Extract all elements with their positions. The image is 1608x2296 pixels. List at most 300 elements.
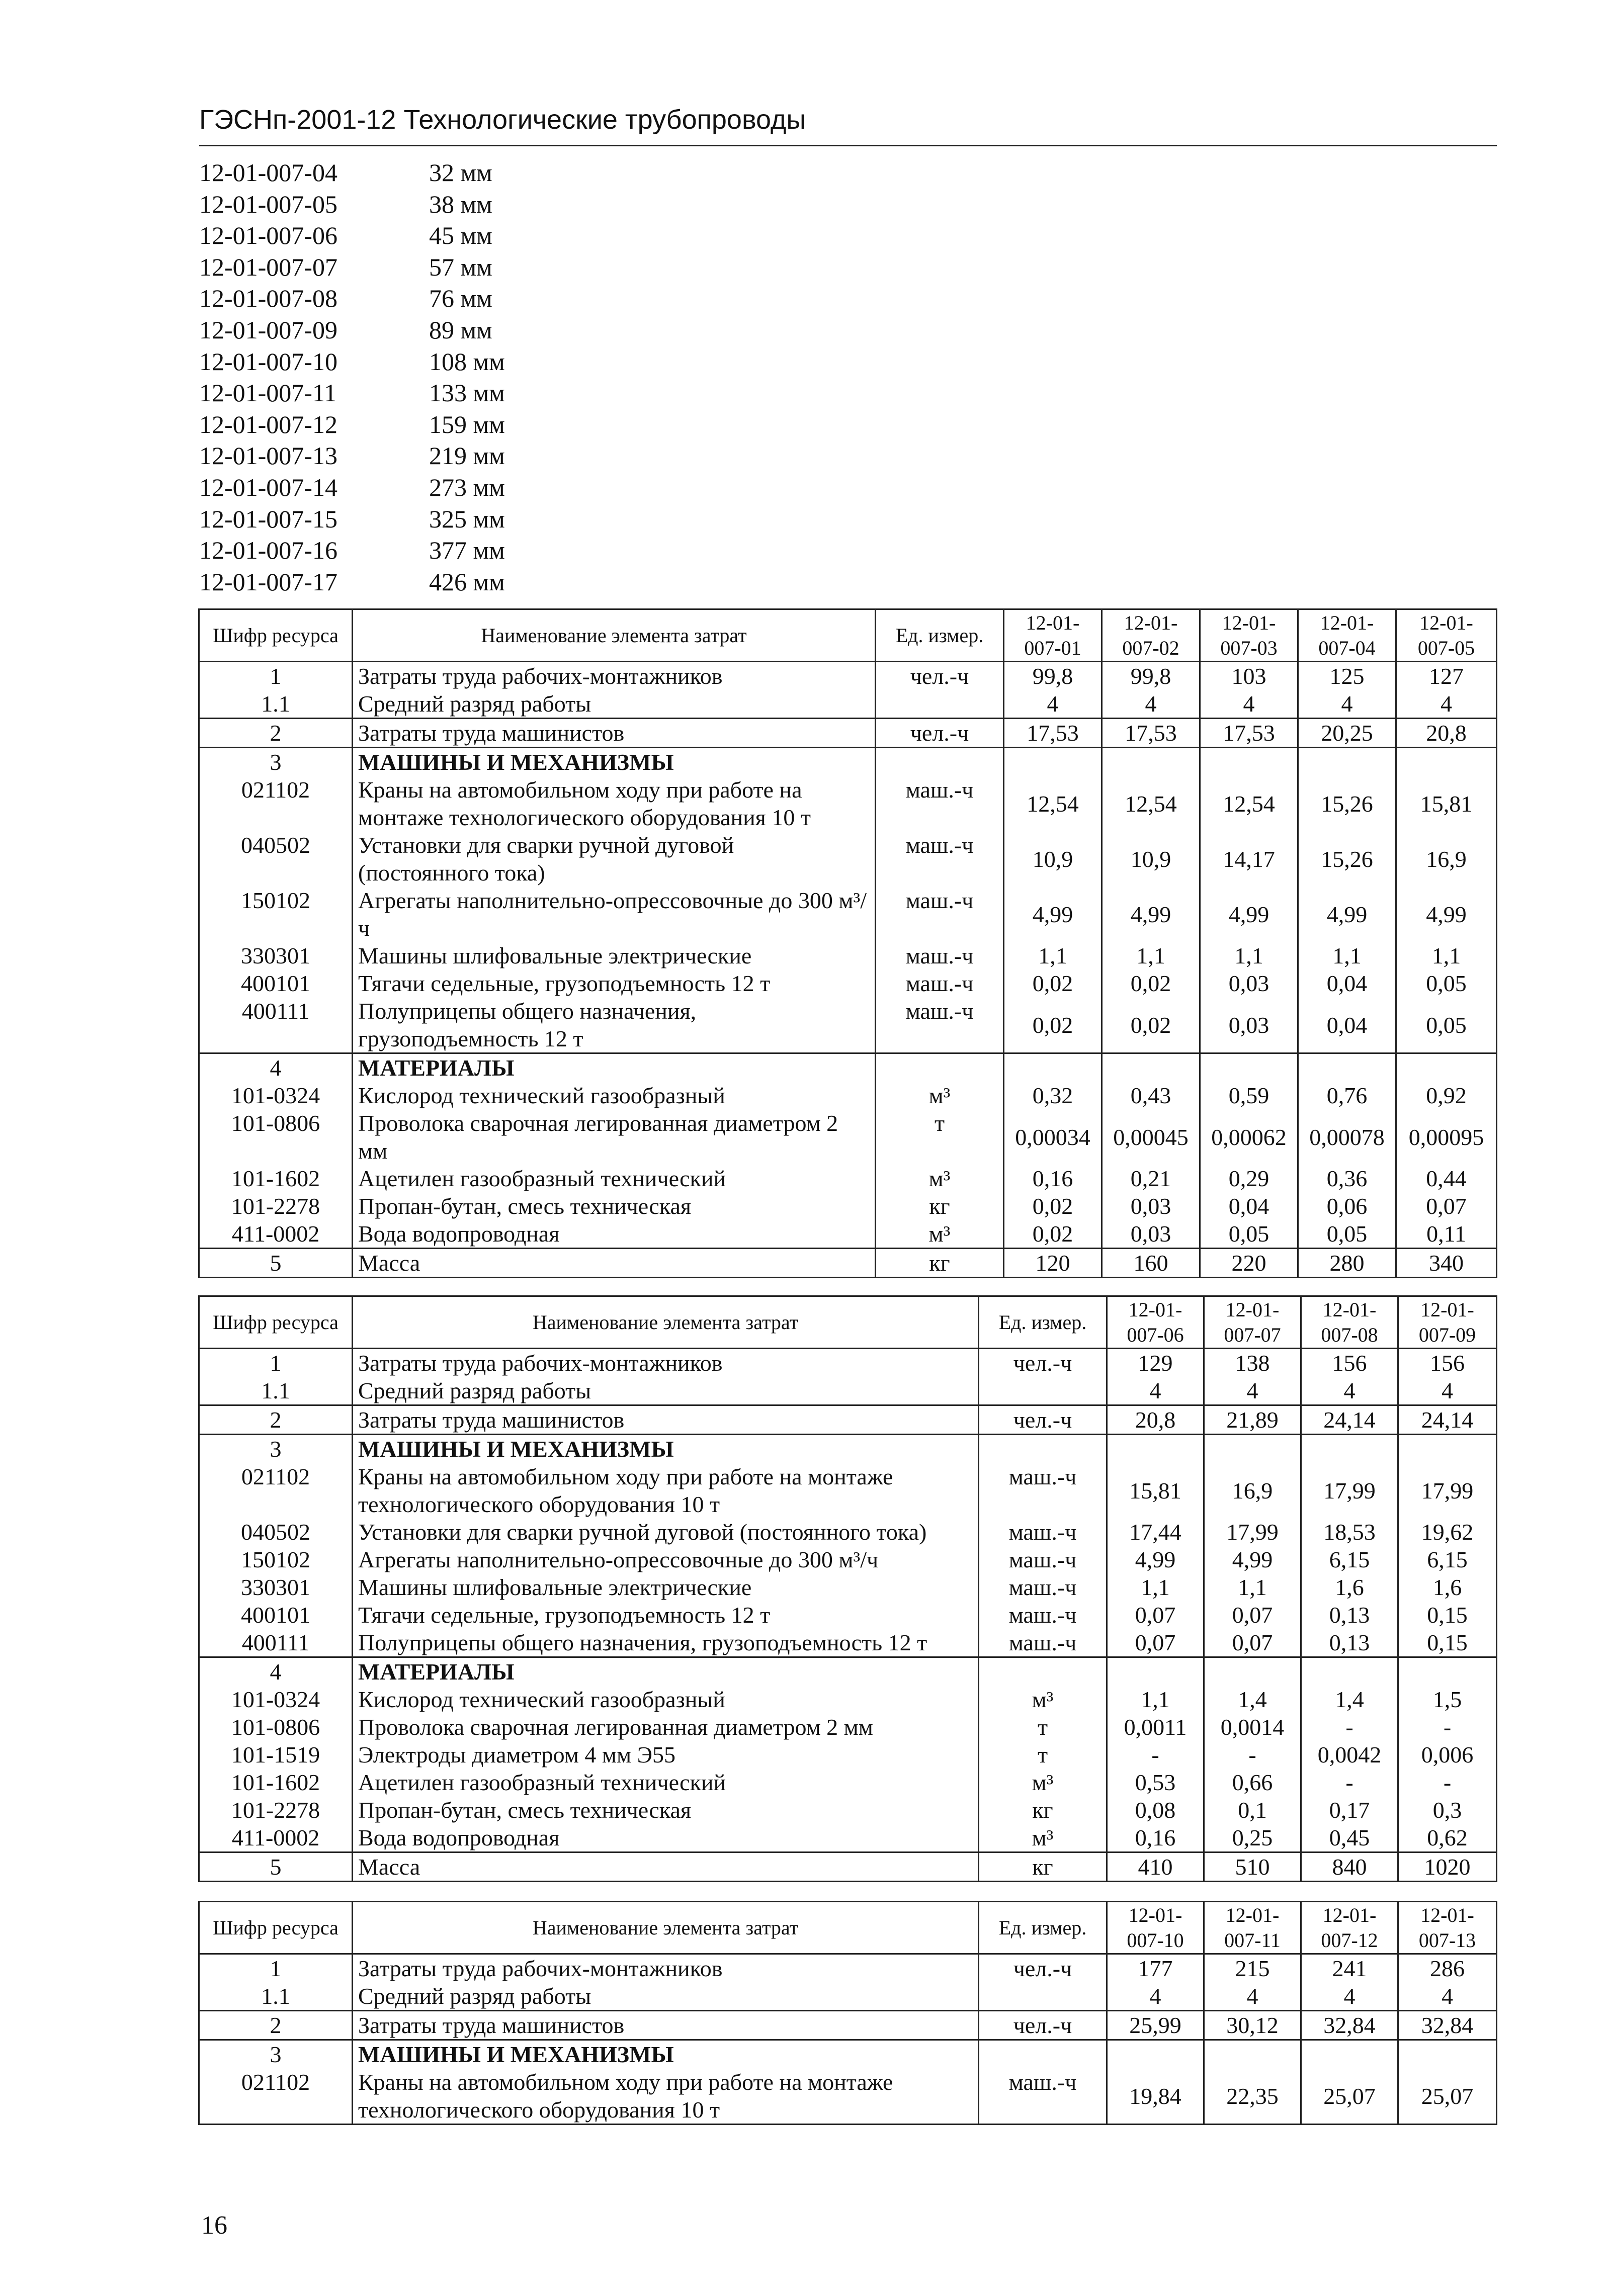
value-cell: 0,04 xyxy=(1298,997,1396,1053)
element-name: Агрегаты наполнительно-опрессовочные до 300 м³/ч xyxy=(353,1546,979,1573)
element-name: Затраты труда машинистов xyxy=(353,719,876,748)
element-name: Средний разряд работы xyxy=(353,690,876,719)
value-cell: 220 xyxy=(1200,1249,1298,1278)
running-header xyxy=(199,104,1497,146)
unit-cell: м³ xyxy=(876,1082,1004,1109)
element-name: Средний разряд работы xyxy=(353,1377,979,1405)
table-row xyxy=(199,1220,1497,1249)
value-cell xyxy=(1102,748,1200,776)
value-cell: 241 xyxy=(1301,1954,1398,1983)
value-cell: 0,00078 xyxy=(1298,1109,1396,1165)
value-cell: 120 xyxy=(1004,1249,1102,1278)
code-list-code: 12-01-007-04 xyxy=(199,158,337,187)
unit-cell: маш.-ч xyxy=(876,887,1004,942)
value-cell: 0,0042 xyxy=(1301,1741,1398,1769)
value-cell: 4 xyxy=(1298,690,1396,719)
header-norm-code: 12-01- 007-09 xyxy=(1398,1296,1497,1349)
value-cell: 4 xyxy=(1398,1982,1497,2011)
value-cell: 30,12 xyxy=(1204,2011,1301,2040)
value-cell xyxy=(1398,2040,1497,2069)
header-norm-code: 12-01- 007-02 xyxy=(1102,609,1200,662)
header-element-name: Наименование элемента затрат xyxy=(353,609,876,662)
table-row xyxy=(199,1405,1497,1435)
value-cell: 0,02 xyxy=(1102,969,1200,997)
table-row xyxy=(199,969,1497,997)
unit-cell: м³ xyxy=(979,1824,1107,1852)
header-norm-code: 12-01- 007-07 xyxy=(1204,1296,1301,1349)
header-norm-code: 12-01- 007-13 xyxy=(1398,1902,1497,1954)
unit-cell: кг xyxy=(876,1249,1004,1278)
element-name: Полуприцепы общего назначения, грузоподъемность 12 т xyxy=(353,997,876,1053)
value-cell: 0,32 xyxy=(1004,1082,1102,1109)
value-cell: 17,99 xyxy=(1398,1463,1497,1518)
value-cell: 0,36 xyxy=(1298,1165,1396,1192)
value-cell: 0,17 xyxy=(1301,1796,1398,1824)
value-cell: 156 xyxy=(1301,1349,1398,1377)
value-cell: 25,07 xyxy=(1301,2068,1398,2125)
unit-cell: маш.-ч xyxy=(876,942,1004,969)
element-name: МАШИНЫ И МЕХАНИЗМЫ xyxy=(353,1435,979,1463)
running-header-title: ГЭСНп-2001-12 Технологические трубопроводы xyxy=(199,105,806,135)
unit-cell xyxy=(979,2040,1107,2069)
value-cell xyxy=(1107,1435,1204,1463)
code-list-size: 426 мм xyxy=(429,567,505,596)
header-norm-code: 12-01- 007-06 xyxy=(1107,1296,1204,1349)
value-cell: 0,00095 xyxy=(1396,1109,1497,1165)
table-row xyxy=(199,1463,1497,1518)
table-row xyxy=(199,690,1497,719)
resource-table-2 xyxy=(198,1295,1497,1882)
value-cell: 0,13 xyxy=(1301,1629,1398,1657)
value-cell: 14,17 xyxy=(1200,831,1298,887)
resource-code: 330301 xyxy=(199,942,353,969)
unit-cell xyxy=(876,690,1004,719)
table-row xyxy=(199,2040,1497,2069)
unit-cell xyxy=(979,1435,1107,1463)
value-cell: 840 xyxy=(1301,1852,1398,1882)
value-cell xyxy=(1396,1053,1497,1082)
value-cell: 215 xyxy=(1204,1954,1301,1983)
value-cell: 129 xyxy=(1107,1349,1204,1377)
code-list-code: 12-01-007-16 xyxy=(199,536,337,565)
value-cell: 18,53 xyxy=(1301,1518,1398,1546)
value-cell: 0,15 xyxy=(1398,1629,1497,1657)
value-cell: 0,02 xyxy=(1004,969,1102,997)
element-name: МАШИНЫ И МЕХАНИЗМЫ xyxy=(353,2040,979,2069)
resource-code: 2 xyxy=(199,719,353,748)
code-list-code: 12-01-007-05 xyxy=(199,190,337,218)
code-list-size: 76 мм xyxy=(429,284,492,313)
value-cell: 1,6 xyxy=(1398,1573,1497,1601)
element-name: Вода водопроводная xyxy=(353,1220,876,1249)
value-cell: 22,35 xyxy=(1204,2068,1301,2125)
resource-code: 2 xyxy=(199,1405,353,1435)
resource-code: 1.1 xyxy=(199,690,353,719)
header-norm-code: 12-01- 007-01 xyxy=(1004,609,1102,662)
resource-code: 3 xyxy=(199,748,353,776)
value-cell: 1,1 xyxy=(1004,942,1102,969)
unit-cell: м³ xyxy=(876,1165,1004,1192)
value-cell: 0,05 xyxy=(1396,997,1497,1053)
value-cell: 4 xyxy=(1004,690,1102,719)
value-cell: 4 xyxy=(1107,1377,1204,1405)
resource-code: 101-1602 xyxy=(199,1165,353,1192)
code-list-size: 159 мм xyxy=(429,410,505,438)
value-cell: 0,44 xyxy=(1396,1165,1497,1192)
value-cell: 0,07 xyxy=(1204,1601,1301,1629)
resource-code: 4 xyxy=(199,1657,353,1686)
unit-cell: чел.-ч xyxy=(876,719,1004,748)
resource-code: 1 xyxy=(199,662,353,690)
resource-code: 411-0002 xyxy=(199,1220,353,1249)
value-cell: 21,89 xyxy=(1204,1405,1301,1435)
element-name: Электроды диаметром 4 мм Э55 xyxy=(353,1741,979,1769)
value-cell: 0,02 xyxy=(1004,1192,1102,1220)
code-list-code: 12-01-007-06 xyxy=(199,221,337,250)
value-cell: 0,00045 xyxy=(1102,1109,1200,1165)
value-cell: 0,62 xyxy=(1398,1824,1497,1852)
value-cell: 4 xyxy=(1301,1982,1398,2011)
value-cell: 0,006 xyxy=(1398,1741,1497,1769)
value-cell: 0,07 xyxy=(1396,1192,1497,1220)
value-cell: 156 xyxy=(1398,1349,1497,1377)
value-cell: - xyxy=(1107,1741,1204,1769)
element-name: МАШИНЫ И МЕХАНИЗМЫ xyxy=(353,748,876,776)
value-cell xyxy=(1204,2040,1301,2069)
value-cell: 1,1 xyxy=(1396,942,1497,969)
table-row xyxy=(199,1082,1497,1109)
unit-cell: маш.-ч xyxy=(979,1573,1107,1601)
value-cell: - xyxy=(1204,1741,1301,1769)
resource-code: 101-2278 xyxy=(199,1796,353,1824)
value-cell: 0,13 xyxy=(1301,1601,1398,1629)
unit-cell: т xyxy=(979,1713,1107,1741)
element-name: МАТЕРИАЛЫ xyxy=(353,1657,979,1686)
header-norm-code: 12-01- 007-03 xyxy=(1200,609,1298,662)
value-cell: 32,84 xyxy=(1301,2011,1398,2040)
header-resource-code: Шифр ресурса xyxy=(199,1902,353,1954)
value-cell: 0,07 xyxy=(1107,1601,1204,1629)
value-cell: 0,05 xyxy=(1298,1220,1396,1249)
value-cell: 15,81 xyxy=(1396,776,1497,831)
unit-cell: т xyxy=(979,1741,1107,1769)
value-cell xyxy=(1398,1435,1497,1463)
resource-code: 330301 xyxy=(199,1573,353,1601)
value-cell xyxy=(1298,1053,1396,1082)
code-list-code: 12-01-007-09 xyxy=(199,315,337,344)
value-cell: 17,44 xyxy=(1107,1518,1204,1546)
unit-cell xyxy=(876,1053,1004,1082)
unit-cell: кг xyxy=(979,1852,1107,1882)
value-cell: 0,15 xyxy=(1398,1601,1497,1629)
table-row xyxy=(199,1629,1497,1657)
value-cell: 1,1 xyxy=(1298,942,1396,969)
value-cell: 4,99 xyxy=(1004,887,1102,942)
header-unit: Ед. измер. xyxy=(876,609,1004,662)
value-cell xyxy=(1301,2040,1398,2069)
value-cell: 17,53 xyxy=(1004,719,1102,748)
value-cell: 4 xyxy=(1102,690,1200,719)
element-name: Кислород технический газообразный xyxy=(353,1082,876,1109)
table-row xyxy=(199,1954,1497,1983)
value-cell: 32,84 xyxy=(1398,2011,1497,2040)
resource-code: 040502 xyxy=(199,1518,353,1546)
element-name: Тягачи седельные, грузоподъемность 12 т xyxy=(353,1601,979,1629)
value-cell xyxy=(1298,748,1396,776)
element-name: Проволока сварочная легированная диаметром 2 мм xyxy=(353,1109,876,1165)
value-cell xyxy=(1200,1053,1298,1082)
value-cell xyxy=(1004,748,1102,776)
table-row xyxy=(199,1982,1497,2011)
code-list-size: 32 мм xyxy=(429,158,492,187)
table-row xyxy=(199,887,1497,942)
value-cell: 24,14 xyxy=(1398,1405,1497,1435)
header-resource-code: Шифр ресурса xyxy=(199,1296,353,1349)
value-cell: 0,04 xyxy=(1298,969,1396,997)
value-cell: 0,16 xyxy=(1107,1824,1204,1852)
table-row xyxy=(199,1657,1497,1686)
value-cell: 0,1 xyxy=(1204,1796,1301,1824)
value-cell: 0,06 xyxy=(1298,1192,1396,1220)
value-cell: 0,53 xyxy=(1107,1769,1204,1796)
element-name: Пропан-бутан, смесь техническая xyxy=(353,1796,979,1824)
resource-code: 400101 xyxy=(199,969,353,997)
value-cell xyxy=(1204,1435,1301,1463)
element-name: Машины шлифовальные электрические xyxy=(353,942,876,969)
table-row xyxy=(199,1192,1497,1220)
table-row xyxy=(199,719,1497,748)
value-cell: 0,11 xyxy=(1396,1220,1497,1249)
value-cell: 0,00034 xyxy=(1004,1109,1102,1165)
unit-cell xyxy=(979,1657,1107,1686)
element-name: Полуприцепы общего назначения, грузоподъемность 12 т xyxy=(353,1629,979,1657)
element-name: Краны на автомобильном ходу при работе на монтаже технологического оборудования 10 т xyxy=(353,2068,979,2125)
unit-cell: м³ xyxy=(979,1686,1107,1713)
unit-cell: маш.-ч xyxy=(979,1518,1107,1546)
resource-code: 1 xyxy=(199,1349,353,1377)
value-cell xyxy=(1107,1657,1204,1686)
value-cell xyxy=(1396,748,1497,776)
header-norm-code: 12-01- 007-11 xyxy=(1204,1902,1301,1954)
table-row xyxy=(199,2011,1497,2040)
resource-code: 101-2278 xyxy=(199,1192,353,1220)
table-header-row xyxy=(199,1296,1497,1349)
unit-cell: чел.-ч xyxy=(979,1349,1107,1377)
code-list-code: 12-01-007-14 xyxy=(199,473,337,501)
value-cell: 99,8 xyxy=(1102,662,1200,690)
element-name: Затраты труда машинистов xyxy=(353,1405,979,1435)
header-element-name: Наименование элемента затрат xyxy=(353,1296,979,1349)
value-cell: 125 xyxy=(1298,662,1396,690)
unit-cell: т xyxy=(876,1109,1004,1165)
value-cell: 0,07 xyxy=(1107,1629,1204,1657)
value-cell: 160 xyxy=(1102,1249,1200,1278)
unit-cell: маш.-ч xyxy=(876,776,1004,831)
resource-code: 101-0324 xyxy=(199,1686,353,1713)
unit-cell: м³ xyxy=(979,1769,1107,1796)
header-resource-code: Шифр ресурса xyxy=(199,609,353,662)
value-cell: 17,53 xyxy=(1200,719,1298,748)
value-cell: 4,99 xyxy=(1102,887,1200,942)
table-row xyxy=(199,1109,1497,1165)
table-row xyxy=(199,1686,1497,1713)
resource-code: 400111 xyxy=(199,1629,353,1657)
value-cell: 12,54 xyxy=(1102,776,1200,831)
unit-cell: маш.-ч xyxy=(876,969,1004,997)
code-list-code: 12-01-007-13 xyxy=(199,441,337,470)
value-cell: 20,25 xyxy=(1298,719,1396,748)
value-cell: 0,25 xyxy=(1204,1824,1301,1852)
unit-cell: чел.-ч xyxy=(979,1954,1107,1983)
value-cell: 1,4 xyxy=(1301,1686,1398,1713)
element-name: Тягачи седельные, грузоподъемность 12 т xyxy=(353,969,876,997)
value-cell xyxy=(1301,1657,1398,1686)
unit-cell: кг xyxy=(876,1192,1004,1220)
resource-code: 150102 xyxy=(199,887,353,942)
resource-code: 021102 xyxy=(199,2068,353,2125)
element-name: Средний разряд работы xyxy=(353,1982,979,2011)
element-name: Агрегаты наполнительно-опрессовочные до 300 м³/ч xyxy=(353,887,876,942)
value-cell: 0,16 xyxy=(1004,1165,1102,1192)
code-list-code: 12-01-007-12 xyxy=(199,410,337,438)
unit-cell: маш.-ч xyxy=(979,1463,1107,1518)
element-name: Установки для сварки ручной дуговой (постоянного тока) xyxy=(353,831,876,887)
element-name: Ацетилен газообразный технический xyxy=(353,1165,876,1192)
unit-cell xyxy=(979,1377,1107,1405)
code-list-size: 108 мм xyxy=(429,347,505,376)
table-row xyxy=(199,662,1497,690)
unit-cell: маш.-ч xyxy=(979,2068,1107,2125)
element-name: Масса xyxy=(353,1852,979,1882)
unit-cell: маш.-ч xyxy=(876,997,1004,1053)
table-row xyxy=(199,1852,1497,1882)
header-norm-code: 12-01- 007-05 xyxy=(1396,609,1497,662)
resource-code: 411-0002 xyxy=(199,1824,353,1852)
element-name: Проволока сварочная легированная диаметром 2 мм xyxy=(353,1713,979,1741)
value-cell xyxy=(1204,1657,1301,1686)
value-cell: 1,1 xyxy=(1200,942,1298,969)
value-cell: 0,76 xyxy=(1298,1082,1396,1109)
value-cell: 0,21 xyxy=(1102,1165,1200,1192)
value-cell: 4 xyxy=(1398,1377,1497,1405)
table-header-row xyxy=(199,1902,1497,1954)
resource-table-1 xyxy=(198,608,1497,1278)
code-list-code: 12-01-007-17 xyxy=(199,567,337,596)
value-cell: 4,99 xyxy=(1107,1546,1204,1573)
value-cell: 6,15 xyxy=(1398,1546,1497,1573)
value-cell: - xyxy=(1398,1769,1497,1796)
value-cell: 0,0014 xyxy=(1204,1713,1301,1741)
value-cell: 17,53 xyxy=(1102,719,1200,748)
value-cell: 1,1 xyxy=(1204,1573,1301,1601)
element-name: Пропан-бутан, смесь техническая xyxy=(353,1192,876,1220)
table-row xyxy=(199,997,1497,1053)
value-cell: 15,81 xyxy=(1107,1463,1204,1518)
value-cell: 10,9 xyxy=(1004,831,1102,887)
header-element-name: Наименование элемента затрат xyxy=(353,1902,979,1954)
code-list-size: 273 мм xyxy=(429,473,505,501)
table-row xyxy=(199,942,1497,969)
resource-code: 1 xyxy=(199,1954,353,1983)
value-cell xyxy=(1301,1435,1398,1463)
value-cell: 0,08 xyxy=(1107,1796,1204,1824)
value-cell: 15,26 xyxy=(1298,831,1396,887)
element-name: Установки для сварки ручной дуговой (постоянного тока) xyxy=(353,1518,979,1546)
resource-code: 101-1602 xyxy=(199,1769,353,1796)
value-cell: 0,04 xyxy=(1200,1192,1298,1220)
value-cell: 1,1 xyxy=(1107,1573,1204,1601)
value-cell: 340 xyxy=(1396,1249,1497,1278)
table-row xyxy=(199,1573,1497,1601)
value-cell: 1,5 xyxy=(1398,1686,1497,1713)
unit-cell: маш.-ч xyxy=(979,1601,1107,1629)
value-cell xyxy=(1004,1053,1102,1082)
header-norm-code: 12-01- 007-10 xyxy=(1107,1902,1204,1954)
resource-code: 040502 xyxy=(199,831,353,887)
table-header-row xyxy=(199,609,1497,662)
value-cell: 0,02 xyxy=(1102,997,1200,1053)
value-cell: 4 xyxy=(1107,1982,1204,2011)
unit-cell: кг xyxy=(979,1796,1107,1824)
value-cell: 0,45 xyxy=(1301,1824,1398,1852)
unit-cell: м³ xyxy=(876,1220,1004,1249)
value-cell: 4 xyxy=(1301,1377,1398,1405)
value-cell: 0,05 xyxy=(1200,1220,1298,1249)
value-cell: 4 xyxy=(1204,1982,1301,2011)
element-name: Масса xyxy=(353,1249,876,1278)
table-row xyxy=(199,1796,1497,1824)
value-cell: 1,4 xyxy=(1204,1686,1301,1713)
value-cell: 1,6 xyxy=(1301,1573,1398,1601)
value-cell xyxy=(1107,2040,1204,2069)
value-cell xyxy=(1102,1053,1200,1082)
table-row xyxy=(199,1435,1497,1463)
value-cell: 510 xyxy=(1204,1852,1301,1882)
value-cell: 17,99 xyxy=(1301,1463,1398,1518)
resource-code: 5 xyxy=(199,1852,353,1882)
value-cell: 4,99 xyxy=(1396,887,1497,942)
element-name: Краны на автомобильном ходу при работе на монтаже технологического оборудования 10 т xyxy=(353,776,876,831)
value-cell: 12,54 xyxy=(1200,776,1298,831)
element-name: МАТЕРИАЛЫ xyxy=(353,1053,876,1082)
value-cell: 19,62 xyxy=(1398,1518,1497,1546)
code-list-code: 12-01-007-08 xyxy=(199,284,337,313)
table-row xyxy=(199,1769,1497,1796)
value-cell: 4,99 xyxy=(1200,887,1298,942)
unit-cell xyxy=(979,1982,1107,2011)
resource-code: 101-0806 xyxy=(199,1109,353,1165)
table-row xyxy=(199,1741,1497,1769)
value-cell: 99,8 xyxy=(1004,662,1102,690)
value-cell xyxy=(1398,1657,1497,1686)
resource-code: 1.1 xyxy=(199,1377,353,1405)
table-row xyxy=(199,1546,1497,1573)
resource-code: 021102 xyxy=(199,1463,353,1518)
header-norm-code: 12-01- 007-12 xyxy=(1301,1902,1398,1954)
code-list-code: 12-01-007-10 xyxy=(199,347,337,376)
resource-code: 101-0806 xyxy=(199,1713,353,1741)
unit-cell xyxy=(876,748,1004,776)
table-row xyxy=(199,831,1497,887)
table-row xyxy=(199,1349,1497,1377)
resource-code: 101-0324 xyxy=(199,1082,353,1109)
value-cell: 0,07 xyxy=(1204,1629,1301,1657)
code-list-size: 89 мм xyxy=(429,315,492,344)
value-cell: - xyxy=(1301,1713,1398,1741)
table-row xyxy=(199,1165,1497,1192)
table-row xyxy=(199,776,1497,831)
resource-code: 4 xyxy=(199,1053,353,1082)
